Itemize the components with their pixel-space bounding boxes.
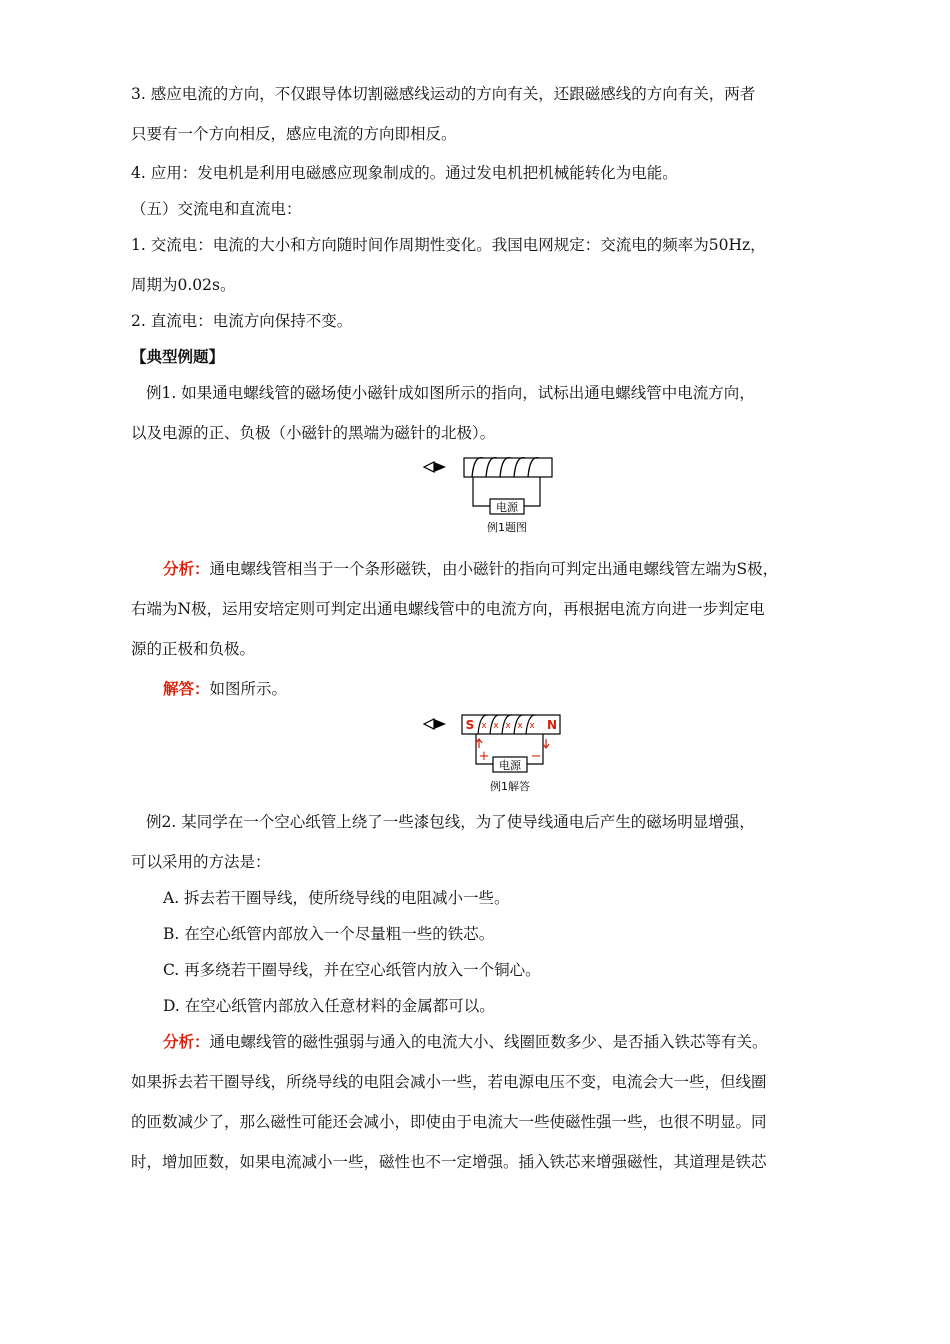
wire-left [473,477,490,506]
compass-needle [424,719,446,729]
ex2-analysis-line-4: 时，增加匝数，如果电流减小一些，磁性也不一定增强。插入铁芯来增强磁性，其道理是铁芯 [131,1153,767,1171]
wire-right [524,477,540,506]
ex2-option-c: C. 再多绕若干圈导线，并在空心纸管内放入一个铜心。 [163,961,541,979]
svg-text:x: x [505,721,511,731]
ex2-analysis-line-3: 的匝数减少了，那么磁性可能还会减小，即使由于电流大一些使磁性强一些，也很不明显。同 [131,1113,767,1131]
north-pole-label: N [546,718,558,732]
ex1-analysis-line-2: 右端为N极，运用安培定则可判定出通电螺线管中的电流方向，再根据电流方向进一步判定电 [131,600,765,618]
analysis-text: 通电螺线管的磁性强弱与通入的电流大小、线圈匝数多少、是否插入铁芯等有关。 [209,1033,768,1051]
ex1-answer-figure [420,712,565,794]
ex1-answer-line [163,679,287,699]
ex1-answer-caption: 例1解答 [490,780,530,793]
solenoid-tube [464,458,552,477]
analysis-label: 分析： [163,1032,210,1051]
svg-text:x: x [517,721,523,731]
current-arrow-down-icon [543,739,549,748]
line-1: 3. 感应电流的方向，不仅跟导体切割磁感线运动的方向有关，还跟磁感线的方向有关，两者 [131,85,756,103]
line-7: 2. 直流电：电流方向保持不变。 [131,312,353,330]
line-6: 周期为0.02s。 [131,276,236,294]
positive-terminal-label: + [478,749,490,764]
ex1-analysis-line-1 [163,559,778,579]
ex1-question-figure [420,455,560,535]
ex2-analysis-line-1 [163,1032,768,1052]
svg-text:x: x [481,721,487,731]
analysis-label: 分析： [163,559,210,578]
ex2-option-d: D. 在空心纸管内部放入任意材料的金属都可以。 [163,997,495,1015]
svg-text:x: x [529,721,535,731]
ex2-analysis-line-2: 如果拆去若干圈导线，所绕导线的电阻会减小一些，若电源电压不变，电流会大一些，但线圈 [131,1073,767,1091]
section-title: 【典型例题】 [131,347,225,366]
ex2-question-line-1: 例2. 某同学在一个空心纸管上绕了一些漆包线，为了使导线通电后产生的磁场明显增强， [146,813,755,831]
solenoid-tube [462,715,560,734]
ex1-analysis-line-3: 源的正极和负极。 [131,640,256,658]
line-4: （五）交流电和直流电： [131,200,302,218]
ex2-option-a: A. 拆去若干圈导线，使所绕导线的电阻减小一些。 [163,889,510,907]
current-arrow-up-icon [476,739,482,748]
line-3: 4. 应用：发电机是利用电磁感应现象制成的。通过发电机把机械能转化为电能。 [131,164,678,182]
ex1-question-line-1: 例1. 如果通电螺线管的磁场使小磁针成如图所示的指向，试标出通电螺线管中电流方向， [146,384,755,402]
line-5: 1. 交流电：电流的大小和方向随时间作周期性变化。我国电网规定：交流电的频率为50Hz， [131,236,766,254]
ex2-option-b: B. 在空心纸管内部放入一个尽量粗一些的铁芯。 [163,925,495,943]
line-2: 只要有一个方向相反，感应电流的方向即相反。 [131,125,457,143]
ex1-figure-caption: 例1题图 [487,521,527,534]
negative-terminal-label: − [530,749,542,764]
answer-label: 解答： [163,679,210,698]
ex1-question-line-2: 以及电源的正、负极（小磁针的黑端为磁针的北极）。 [131,424,496,442]
south-pole-label: S [465,718,475,732]
compass-needle [424,462,446,472]
analysis-text: 通电螺线管相当于一个条形磁铁，由小磁针的指向可判定出通电螺线管左端为S极， [209,560,779,578]
power-source-label: 电源 [499,759,521,772]
ex2-question-line-2: 可以采用的方法是： [131,853,271,871]
answer-text: 如图所示。 [209,680,288,698]
power-source-label: 电源 [496,501,518,514]
svg-text:x: x [493,721,499,731]
